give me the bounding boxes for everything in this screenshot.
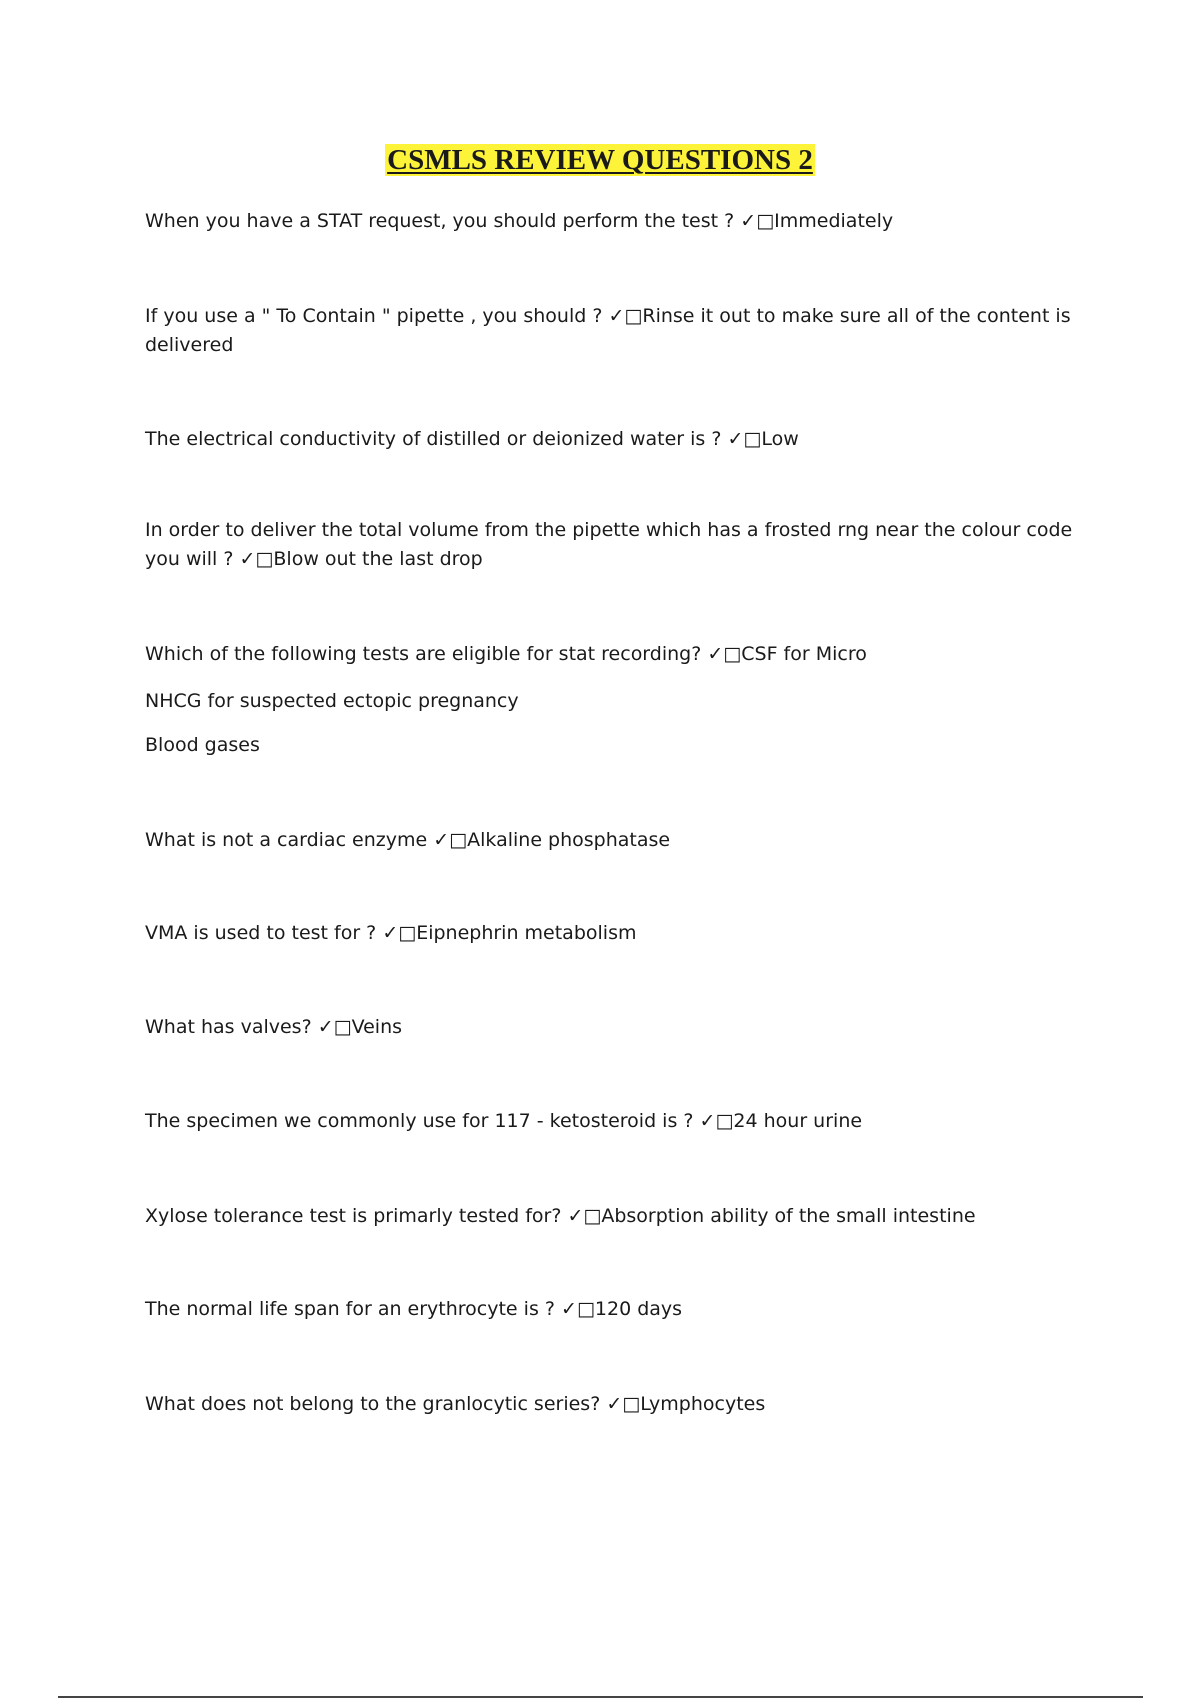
answer-extra-line: Blood gases xyxy=(145,734,260,756)
box-icon: □ xyxy=(756,210,775,232)
qa-item-5 xyxy=(145,640,1075,669)
answer-text: Blow out the last drop xyxy=(273,548,483,570)
check-icon: ✓ xyxy=(239,548,256,570)
box-icon: □ xyxy=(723,643,742,665)
check-icon: ✓ xyxy=(433,829,450,851)
box-icon: □ xyxy=(743,428,762,450)
answer-text: Rinse it out to make sure all of the content is delivered xyxy=(145,305,1071,356)
question-text: In order to deliver the total volume from the pipette which has a frosted rng near the colour code you will ? xyxy=(145,519,1073,570)
check-icon: ✓ xyxy=(608,305,625,327)
box-icon: □ xyxy=(622,1393,641,1415)
box-icon: □ xyxy=(449,829,468,851)
answer-text: Alkaline phosphatase xyxy=(467,829,671,851)
question-text: The specimen we commonly use for 117 - ketosteroid is ? xyxy=(145,1110,694,1132)
question-text: Which of the following tests are eligible for stat recording? xyxy=(145,643,702,665)
box-icon: □ xyxy=(715,1110,734,1132)
qa-item-7 xyxy=(145,919,1075,948)
qa-item-11 xyxy=(145,1295,1075,1324)
box-icon: □ xyxy=(255,548,274,570)
check-icon: ✓ xyxy=(382,922,399,944)
box-icon: □ xyxy=(624,305,643,327)
answer-text: Veins xyxy=(351,1016,403,1038)
question-text: What has valves? xyxy=(145,1016,312,1038)
check-icon: ✓ xyxy=(740,210,757,232)
footer-divider xyxy=(58,1696,1143,1698)
answer-text: Low xyxy=(761,428,799,450)
check-icon: ✓ xyxy=(606,1393,623,1415)
page-title xyxy=(0,143,1200,177)
question-text: If you use a " To Contain " pipette , you should ? xyxy=(145,305,603,327)
answer-text: Immediately xyxy=(774,210,894,232)
question-text: VMA is used to test for ? xyxy=(145,922,377,944)
qa-item-2 xyxy=(145,302,1075,360)
check-icon: ✓ xyxy=(707,643,724,665)
qa-item-1 xyxy=(145,207,1075,236)
answer-text: 24 hour urine xyxy=(733,1110,863,1132)
qa-item-4 xyxy=(145,516,1075,574)
qa-item-3 xyxy=(145,425,1075,454)
answer-text: Eipnephrin metabolism xyxy=(416,922,637,944)
box-icon: □ xyxy=(333,1016,352,1038)
box-icon: □ xyxy=(576,1298,595,1320)
check-icon: ✓ xyxy=(699,1110,716,1132)
qa-item-9 xyxy=(145,1107,1075,1136)
check-icon: ✓ xyxy=(727,428,744,450)
check-icon: ✓ xyxy=(317,1016,334,1038)
qa-item-10 xyxy=(145,1202,1075,1231)
question-text: The normal life span for an erythrocyte is ? xyxy=(145,1298,555,1320)
question-text: What is not a cardiac enzyme xyxy=(145,829,428,851)
title-text: CSMLS REVIEW QUESTIONS 2 xyxy=(387,144,813,176)
box-icon: □ xyxy=(583,1205,602,1227)
answer-text: CSF for Micro xyxy=(741,643,867,665)
box-icon: □ xyxy=(398,922,417,944)
check-icon: ✓ xyxy=(561,1298,577,1320)
question-text: Xylose tolerance test is primarly tested for? xyxy=(145,1205,562,1227)
question-text: What does not belong to the granlocytic series? xyxy=(145,1393,601,1415)
qa-item-8 xyxy=(145,1013,1075,1042)
answer-text: Lymphocytes xyxy=(640,1393,766,1415)
answer-extra-line: NHCG for suspected ectopic pregnancy xyxy=(145,690,519,712)
answer-text: 120 days xyxy=(594,1298,683,1320)
answer-text: Absorption ability of the small intestine xyxy=(601,1205,976,1227)
question-text: When you have a STAT request, you should perform the test ? xyxy=(145,210,735,232)
check-icon: ✓ xyxy=(567,1205,584,1227)
qa-item-6 xyxy=(145,826,1075,855)
qa-item-12 xyxy=(145,1390,1075,1419)
question-text: The electrical conductivity of distilled or deionized water is ? xyxy=(145,428,722,450)
